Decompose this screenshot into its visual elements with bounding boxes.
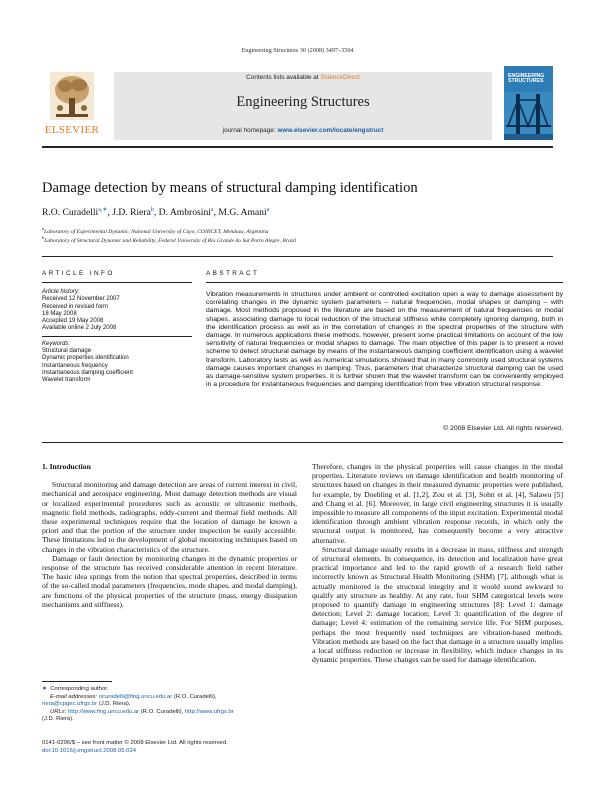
history-entry: 18 May 2008 [42, 310, 77, 317]
journal-cover-thumbnail[interactable] [504, 66, 553, 140]
author-list [42, 206, 553, 218]
abstract-rule [206, 282, 563, 283]
sciencedirect-link[interactable]: ScienceDirect [320, 74, 360, 81]
elsevier-logo[interactable] [42, 72, 102, 140]
footnote-rule [42, 681, 112, 682]
email-note [42, 694, 297, 702]
affiliation-mark: a [42, 226, 44, 231]
keywords-label: Keywords: [42, 340, 71, 347]
author-affil-mark[interactable]: a [266, 207, 270, 213]
corresponding-author-note [42, 686, 297, 694]
doi-link[interactable]: 10.1016/j.engstruct.2008.05.024 [51, 748, 136, 754]
abstract-copyright: © 2008 Elsevier Ltd. All rights reserved. [443, 425, 563, 432]
keywords-rule [42, 336, 192, 337]
url-note [42, 709, 297, 717]
contents-line [114, 74, 492, 81]
url-owner: (R.O. Curadelli), [139, 708, 185, 715]
article-info [42, 289, 192, 384]
author-affil-mark[interactable]: a [210, 207, 214, 213]
affiliation-text: Laboratory of Structural Dynamic and Reliability, Federal University of Rio Grande do Sul Porto Alegre, Brazil [44, 237, 297, 244]
url-label: URLs: [50, 708, 69, 715]
url-link[interactable]: http://www.fing.uncu.edu.ar [68, 708, 140, 715]
footnotes [42, 686, 297, 724]
author-separator: , [153, 207, 159, 219]
article-info-rule [42, 282, 192, 283]
contents-prefix: Contents lists available at [246, 74, 321, 81]
journal-citation: Engineering Structures 30 (2008) 3497–3504 [241, 47, 354, 54]
body-paragraph: Structural damage usually results in a decrease in mass, stiffness and strength of structural elements. In consequence, its detection and localization have great practical importance and led to the rapid growth of a research field rather incorrectly known as Structural Health Monitoring (SHM) [7], although what is actually monitored is the structural integrity and it would sound awkward to qualify any structure as healthy. At any rate, four SHM categorical levels were proposed to quantify damage in engineering structures [8]: Level 1: damage detection; Level 2: damage location; Level 3: quantification of the degree of damage; Level 4: estimation of the remaining service life. For SHM purposes, perhaps the most frequently used techniques are vibration-based methods. Vibration methods are based on the fact that damage in a structure usually implies a local stiffness reduction or increase in flexibility, which induce changes in its dynamic properties. These changes can be used for damage identification. [312, 544, 563, 665]
masthead-rule [42, 146, 553, 148]
affiliation-b [42, 235, 553, 244]
journal-name: Engineering Structures [236, 94, 370, 110]
author-name[interactable]: M.G. Amani [218, 207, 267, 219]
body-paragraph: Damage or fault detection by monitoring changes in the dynamic properties or response of the structure has received considerable attention in recent literature. The basic idea springs from the notion that spectral properties, described in terms of the so-called modal parameters (frequencies, mode shapes, and modal damping), are functions of the physical properties of the structure (mass, energy dissipation mechanisms and stiffness). [42, 553, 297, 609]
homepage-prefix: journal homepage: [222, 127, 278, 134]
author-separator: , [107, 207, 113, 219]
body-paragraph: Structural monitoring and damage detection are areas of current interest in civil, mechanical and aerospace engineering. Most damage detection methods are visual or localized experimental procedures such as acoustic or ultrasonic methods, magnetic field methods, radiographs, eddy-current and thermal field methods. All these experimental techniques require that the location of damage be known a priori and that the portion of the structure under inspection be easily accessible. These limitations led to the development of global monitoring techniques based on changes in the vibration characteristics of the structure. [42, 480, 297, 554]
affiliation-a [42, 226, 553, 235]
body-column-right [312, 462, 563, 664]
elsevier-tree-icon [50, 72, 94, 120]
doi-label: doi: [42, 748, 52, 754]
homepage-link[interactable]: www.elsevier.com/locate/engstruct [277, 127, 384, 134]
keyword[interactable]: Instantaneous damping coefficient [42, 369, 133, 376]
article-title: Damage detection by means of structural damping identification [42, 180, 418, 196]
keyword[interactable]: Dynamic properties identification [42, 355, 129, 362]
bridge-cover-icon [504, 66, 553, 140]
cover-title: ENGINEERING STRUCTURES [508, 73, 545, 85]
masthead [42, 64, 553, 142]
email-note-continued [42, 701, 297, 709]
history-entry: Received 12 November 2007 [42, 296, 120, 303]
keyword[interactable]: Instantaneous frequency [42, 362, 108, 369]
keyword[interactable]: Wavelet transform [42, 377, 91, 384]
elsevier-wordmark: ELSEVIER [44, 124, 100, 136]
author-affil-mark[interactable]: b [150, 207, 154, 213]
email-owner: (R.O. Curadelli), [172, 693, 217, 700]
section-heading: 1. Introduction [42, 462, 91, 471]
corresponding-label: Corresponding author. [50, 686, 109, 692]
abstract-text: Vibration measurements in structures under ambient or controlled excitation open a way to damage assessment by correlating changes in the dynamic system parameters – natural frequencies, modal shapes or damping – with damage. Most methods proposed in the literature are based on the measurement of natural frequencies or modal shapes, associating damage to local reduction of the structural stiffness while completely ignoring damping, both in the identification process as well as in the correlation of changes in the spectral properties of the structure with damage. In numerous applications these methods, however, present some practical limitations on account of the low sensitivity of natural frequencies or modal shapes to damage. The main objective of this paper is to present a novel scheme to detect structural damage by means of the instantaneous damping coefficient identification using a wavelet transform. Laboratory tests as well as numerical simulations showed that in many commonly used structural systems damage causes important changes in damping. Thus, parameters that characterize structural damping can be used as damage-sensitive system properties. It is further shown that the wavelet transform can be conveniently employed in a procedure for instantaneous frequencies and damping identification from free vibration structural response. [206, 291, 563, 389]
history-label: Article history: [42, 289, 80, 295]
affiliation-text: Laboratory of Experimental Dynamic, National University of Cuyo, CONICET, Mendoza, Argentina [44, 228, 269, 235]
affiliation-rule [42, 256, 553, 257]
homepage-line [114, 127, 492, 134]
body-paragraph: Therefore, changes in the physical properties will cause changes in the modal properties. Literature reviews on damage identification and health monitoring of structures based on changes in their measured dynamic properties were published, for example, by Doebling et al. [1,2], Zou et al. [3], Sohn et al. [4], Salawu [5] and Chang et al. [6]. Moreover, in large civil engineering structures it is usually impossible to measure all components of the input excitation. Experimental modal identification through ambient vibration response records, in which only the structural output is monitored, has consequently become a very attractive alternative. [312, 462, 563, 545]
author-name[interactable]: D. Ambrosini [158, 207, 211, 219]
body-rule [42, 442, 563, 443]
corresponding-mark: ∗ [42, 686, 47, 692]
author-name[interactable]: R.O. Curadelli [42, 207, 99, 219]
affiliation-mark: b [42, 235, 45, 240]
doi-line [42, 747, 297, 755]
history-entry: Received in revised form [42, 303, 109, 310]
author-separator: , [213, 207, 219, 219]
author-name[interactable]: J.D. Riera [112, 207, 151, 219]
article-info-heading: ARTICLE INFO [42, 270, 115, 277]
author-affil-mark[interactable]: a,∗ [98, 207, 108, 213]
issn-doi-block [42, 739, 297, 755]
body-column-left [42, 462, 297, 609]
email-owner: (J.D. Riera). [97, 701, 131, 708]
journal-banner [114, 72, 492, 140]
keyword[interactable]: Structural damage [42, 347, 92, 354]
history-entry: Accepted 19 May 2008 [42, 318, 104, 325]
abstract-heading: ABSTRACT [206, 270, 260, 277]
url-link[interactable]: http://www.ufrgs.br [184, 708, 234, 715]
email-label: E-mail addresses: [50, 693, 99, 700]
issn-line: 0141-0296/$ – see front matter © 2008 Elsevier Ltd. All rights reserved. [42, 740, 228, 746]
email-link[interactable]: riera@cpgec.ufrgs.br [42, 701, 98, 708]
url-note-continued: (J.D. Riera). [42, 716, 74, 723]
email-link[interactable]: ocuradelli@fing.uncu.edu.ar [98, 693, 173, 700]
history-entry: Available online 2 July 2008 [42, 325, 117, 332]
